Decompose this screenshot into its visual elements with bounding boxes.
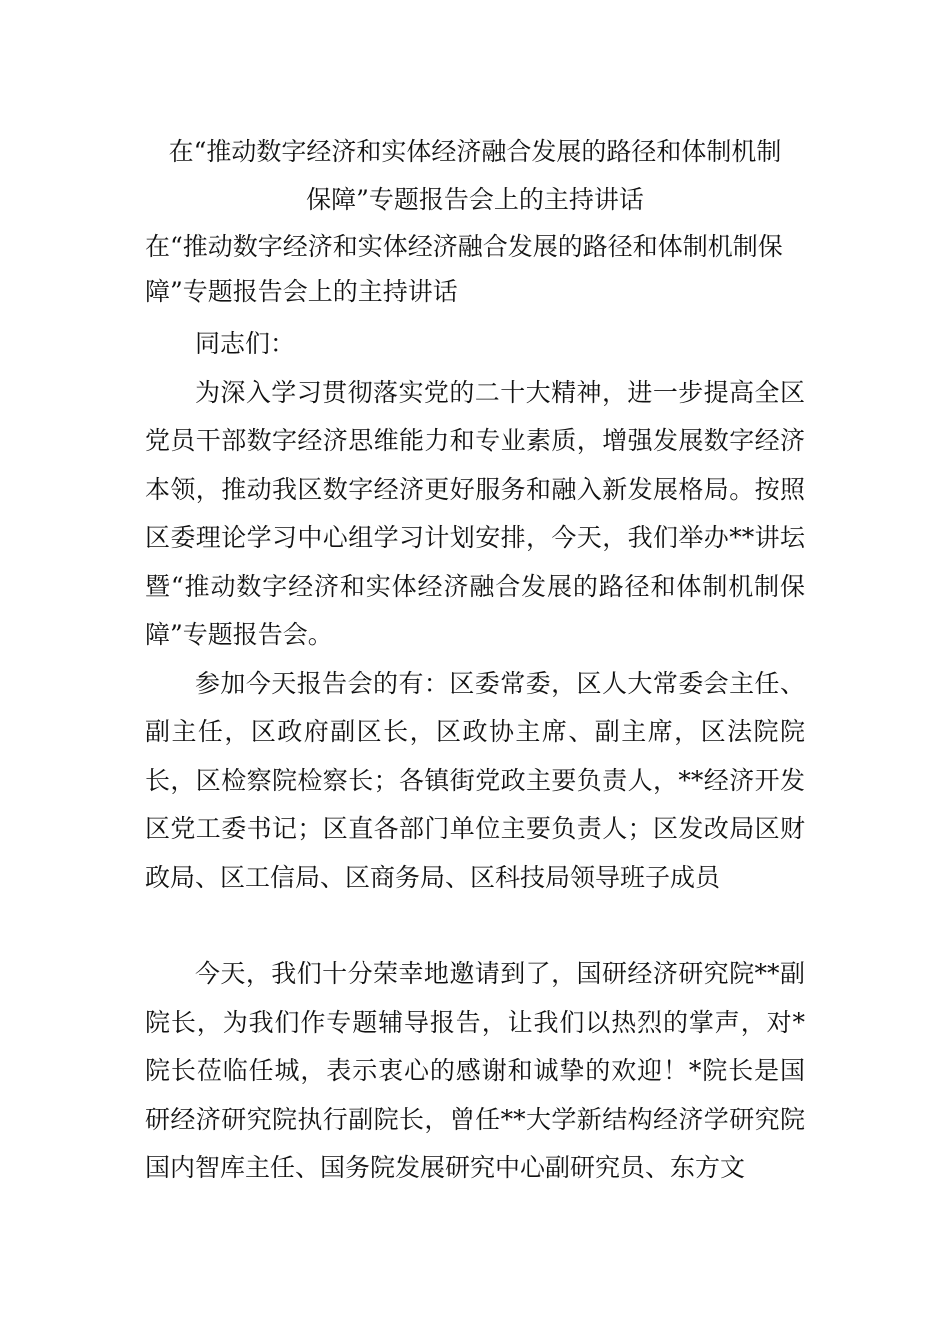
repeated-title: 在“推动数字经济和实体经济融合发展的路径和体制机制保障”专题报告会上的主持讲话 (145, 232, 783, 306)
title-line-1: 在“推动数字经济和实体经济融合发展的路径和体制机制 (168, 137, 782, 166)
paragraph-2: 参加今天报告会的有：区委常委，区人大常委会主任、副主任，区政府副区长，区政协主席、副主席，区法院院长，区检察院检察长；各镇街党政主要负责人，**经济开发区党工委书记；区直各部门单位主要负责人；区发改局区财政局、区工信局、区商务局、区科技局领导班子成员 (145, 668, 805, 892)
paragraph-3: 今天，我们十分荣幸地邀请到了，国研经济研究院**副院长，为我们作专题辅导报告，让我们以热烈的掌声，对*院长莅临任城，表示衷心的感谢和诚挚的欢迎！*院长是国研经济研究院执行副院长，曾任**大学新结构经济学研究院国内智库主任、国务院发展研究中心副研究员、东方文 (145, 959, 805, 1182)
document-title (145, 128, 805, 224)
document-page (145, 128, 805, 1193)
paragraph-1: 为深入学习贯彻落实党的二十大精神，进一步提高全区党员干部数字经济思维能力和专业素质，增强发展数字经济本领，推动我区数字经济更好服务和融入新发展格局。按照区委理论学习中心组学习计划安排，今天，我们举办**讲坛暨“推动数字经济和实体经济融合发展的路径和体制机制保障”专题报告会。 (145, 377, 805, 649)
greeting: 同志们： (195, 329, 296, 358)
title-line-2: 保障”专题报告会上的主持讲话 (306, 185, 644, 214)
blank-line (145, 902, 805, 950)
